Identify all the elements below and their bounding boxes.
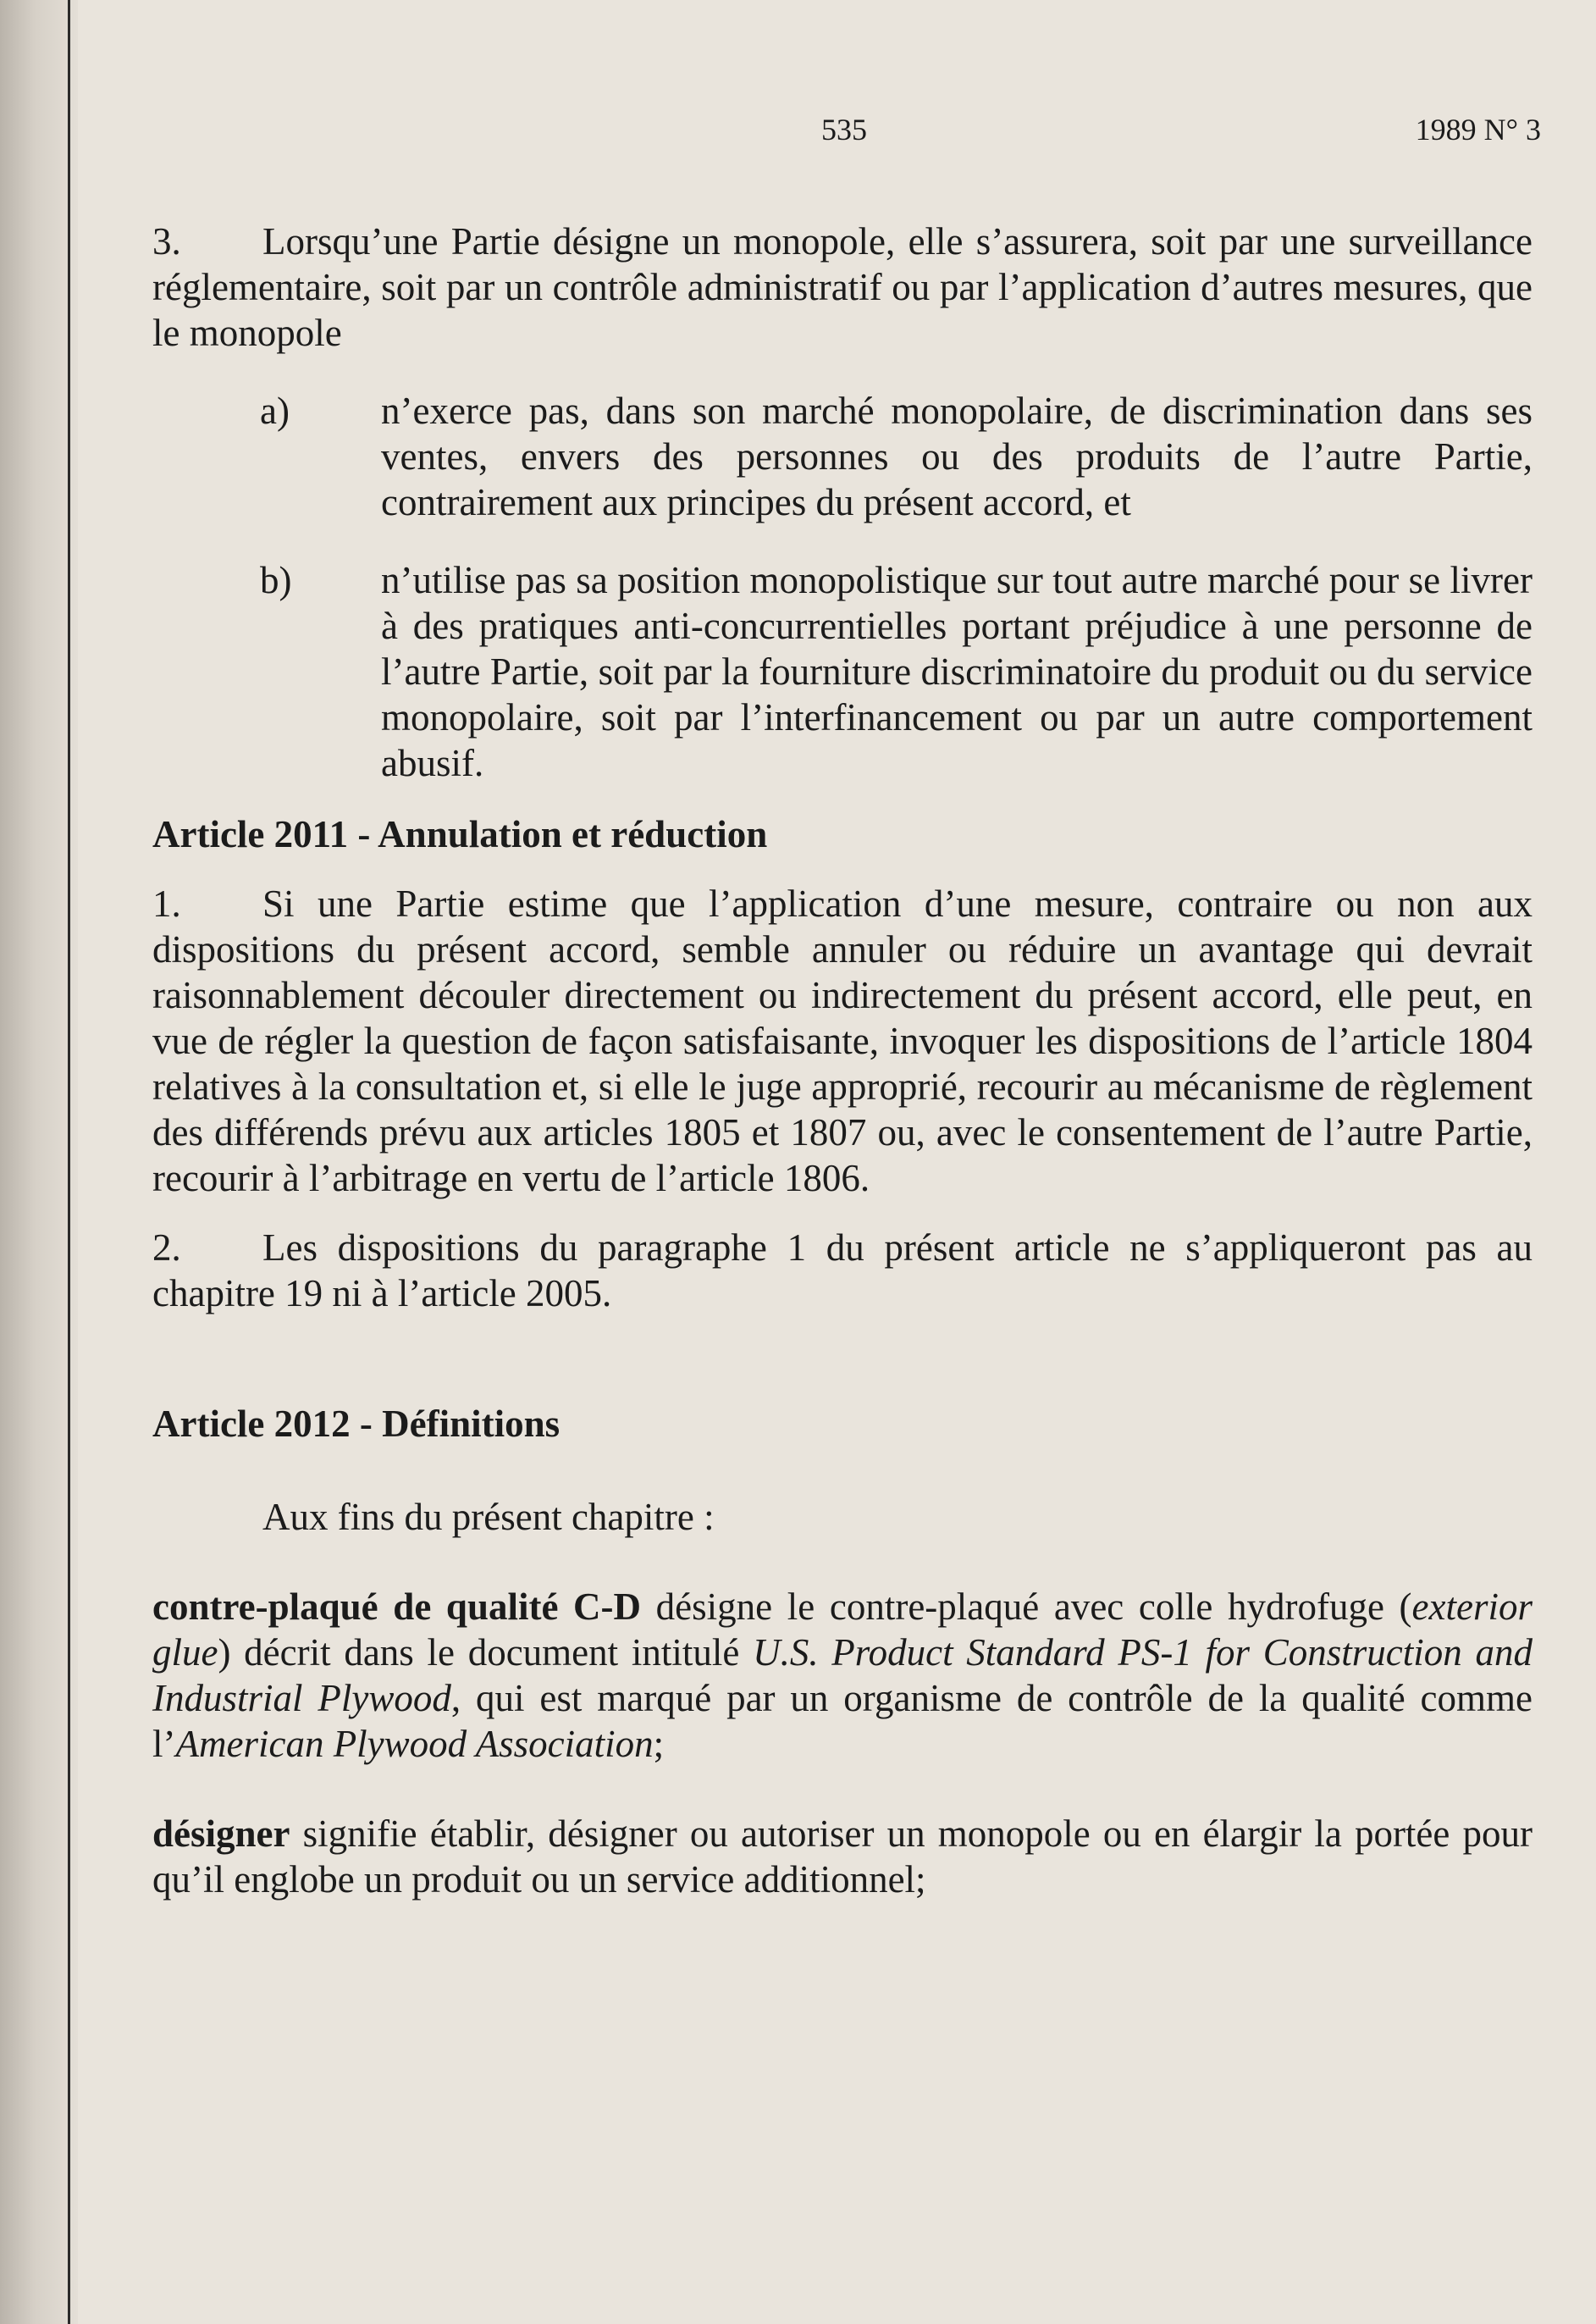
definition-italic: exterior glue <box>152 1585 1532 1674</box>
page-gutter-shadow <box>0 0 78 2324</box>
paragraph-number: 1. <box>152 883 181 925</box>
article-2011-paragraph-2 <box>152 1225 1532 1316</box>
item-text: n’utilise pas sa position monopolistique sur tout autre marché pour se livrer à des pratiques anti-concurrentielles portant préjudice à une personne de l’autre Partie, soit par la fourniture discriminatoire du produit ou du service monopolaire, soit par l’interfinancement ou par un autre comportement abusif. <box>381 559 1532 784</box>
paragraph-3 <box>152 219 1532 356</box>
article-2011-heading: Article 2011 - Annulation et réduction <box>152 813 768 855</box>
document-title-italic: U.S. Product Standard PS-1 for Construction and Industrial Plywood <box>152 1631 1532 1719</box>
page-number: 535 <box>821 113 867 147</box>
definition-designer <box>152 1811 1532 1902</box>
paragraph-number: 3. <box>152 220 181 263</box>
definition-term: contre-plaqué de qualité C-D <box>152 1585 642 1628</box>
article-2012-heading: Article 2012 - Définitions <box>152 1403 561 1445</box>
paragraph-text: Les dispositions du paragraphe 1 du présent article ne s’appliqueront pas au chapitre 19 ni à l’article 2005. <box>152 1226 1532 1314</box>
definition-term: désigner <box>152 1812 290 1855</box>
organization-italic: American Plywood Association <box>175 1723 654 1765</box>
item-label: a) <box>260 390 290 432</box>
definition-text: ; <box>653 1723 665 1765</box>
item-text: n’exerce pas, dans son marché monopolaire, de discrimination dans ses ventes, envers des personnes ou des produits de l’autre Partie, contrairement aux principes du présent accord, et <box>381 390 1532 523</box>
definition-text: signifie établir, désigner ou autoriser un monopole ou en élargir la portée pour qu’il englobe un produit ou un service additionnel; <box>152 1812 1532 1901</box>
page-header <box>127 112 1541 154</box>
definition-text: ) décrit dans le document intitulé <box>218 1631 754 1674</box>
definition-contre-plaque <box>152 1584 1532 1767</box>
paragraph-text: Lorsqu’une Partie désigne un monopole, elle s’assurera, soit par une surveillance réglementaire, soit par un contrôle administratif ou par l’application d’autres mesures, que le monopole <box>152 220 1532 354</box>
paragraph-number: 2. <box>152 1226 181 1269</box>
definitions-intro: Aux fins du présent chapitre : <box>262 1496 715 1538</box>
article-2011-paragraph-1 <box>152 881 1532 1201</box>
binding-edge <box>68 0 70 2324</box>
issue-reference: 1989 N° 3 <box>1415 113 1541 147</box>
list-item-a <box>152 388 1532 525</box>
document-body <box>152 219 1532 1902</box>
item-label: b) <box>260 559 292 601</box>
document-page <box>127 0 1541 2324</box>
definition-text: désigne le contre-plaqué avec colle hydrofuge ( <box>641 1585 1412 1628</box>
definition-text: , qui est marqué par un organisme de contrôle de la qualité comme l’ <box>152 1677 1532 1765</box>
paragraph-text: Si une Partie estime que l’application d’une mesure, contraire ou non aux dispositions du présent accord, semble annuler ou réduire un avantage qui devrait raisonnablement découler directement ou indirectement du présent accord, elle peut, en vue de régler la question de façon satisfaisante, invoquer les dispositions de l’article 1804 relatives à la consultation et, si elle le juge approprié, recourir au mécanisme de règlement des différends prévu aux articles 1805 et 1807 ou, avec le consentement de l’autre Partie, recourir à l’arbitrage en vertu de l’article 1806. <box>152 883 1532 1199</box>
list-item-b <box>152 557 1532 786</box>
